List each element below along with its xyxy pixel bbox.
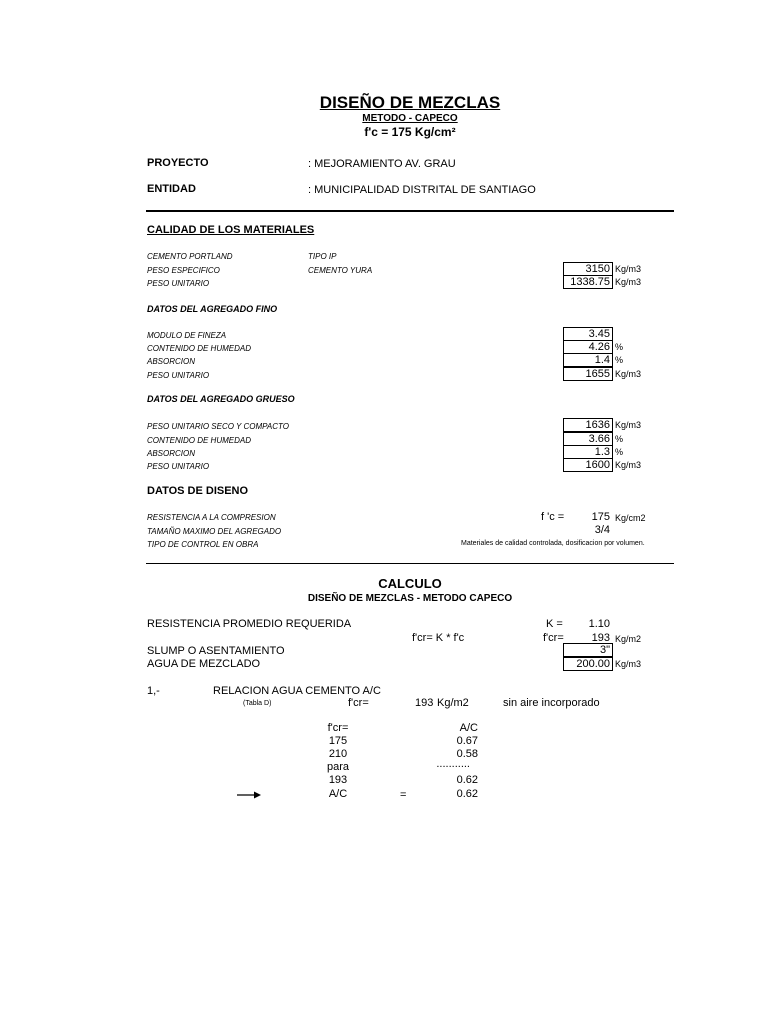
interp-fcr-cell: para (326, 761, 350, 773)
interp-fcr-cell: 175 (328, 735, 348, 747)
tamano-value: 3/4 (594, 524, 610, 536)
calculo-subtitle: DISEÑO DE MEZCLAS - METODO CAPECO (307, 593, 513, 604)
grueso-row-value: 1600 (563, 458, 613, 472)
entidad-label: ENTIDAD (147, 183, 196, 195)
interp-header-fcr: f'cr= (327, 722, 349, 734)
proyecto-value: : MEJORAMIENTO AV. GRAU (308, 158, 456, 170)
grueso-row-label: PESO UNITARIO SECO Y COMPACTO (147, 422, 289, 431)
grueso-row-unit: % (615, 447, 624, 457)
cemento-marca: CEMENTO YURA (308, 266, 373, 275)
method-subtitle: METODO - CAPECO (362, 113, 458, 124)
control-label: TIPO DE CONTROL EN OBRA (147, 540, 259, 549)
fino-row-value: 1.4 (563, 353, 613, 367)
calculo-title: CALCULO (378, 576, 442, 591)
fc-heading: f'c = 175 Kg/cm² (364, 125, 456, 139)
k-value: 1.10 (588, 618, 610, 630)
peso-unitario-value: 1338.75 (563, 275, 613, 289)
interp-header-ac: A/C (459, 722, 478, 734)
fino-row-unit: % (615, 355, 624, 365)
fino-row-unit: Kg/m3 (615, 369, 642, 379)
grueso-title: DATOS DEL AGREGADO GRUESO (147, 394, 295, 404)
peso-unitario-unit: Kg/m3 (615, 277, 642, 287)
fino-title: DATOS DEL AGREGADO FINO (147, 304, 278, 314)
fino-row-unit: % (615, 342, 624, 352)
resistencia-promedio-label: RESISTENCIA PROMEDIO REQUERIDA (147, 618, 352, 630)
fino-row-value: 4.26 (563, 340, 613, 354)
step-title: RELACION AGUA CEMENTO A/C (213, 685, 381, 697)
grueso-row-unit: Kg/m3 (615, 420, 642, 430)
fc-label: f 'c = (541, 511, 565, 523)
materials-section-title: CALIDAD DE LOS MATERIALES (147, 224, 315, 236)
entidad-value: : MUNICIPALIDAD DISTRITAL DE SANTIAGO (308, 184, 536, 196)
peso-especifico-unit: Kg/m3 (615, 264, 642, 274)
grueso-row-label: PESO UNITARIO (147, 462, 210, 471)
interp-ac-cell: 0.67 (456, 735, 478, 747)
interp-ac-cell: 0.58 (456, 748, 478, 760)
control-value: Materiales de calidad controlada, dosificacion por volumen. (461, 540, 645, 547)
diseno-title: DATOS DE DISENO (147, 485, 249, 497)
interp-ac-cell: ........... (436, 758, 470, 770)
agua-unit: Kg/m3 (615, 659, 642, 669)
fino-row-value: 3.45 (563, 327, 613, 341)
grueso-row-label: CONTENIDO DE HUMEDAD (147, 436, 252, 445)
fino-row-label: CONTENIDO DE HUMEDAD (147, 344, 252, 353)
peso-unitario-label: PESO UNITARIO (147, 279, 210, 288)
fcr-label: f'cr= (543, 632, 564, 644)
divider-top (146, 210, 674, 212)
agua-value: 200.00 (563, 657, 613, 671)
fcr-unit: Kg/m2 (615, 634, 642, 644)
resistencia-label: RESISTENCIA A LA COMPRESION (147, 513, 276, 522)
fc-value: 175 (591, 511, 610, 523)
grueso-row-unit: % (615, 434, 624, 444)
peso-especifico-label: PESO ESPECIFICO (147, 266, 220, 275)
tabla-ref: (Tabla D) (243, 700, 272, 707)
fcr-value: 193 (591, 632, 610, 644)
step-number: 1,- (147, 685, 160, 697)
k-label: K = (546, 618, 563, 630)
arrow-right-icon (237, 788, 261, 806)
tamano-label: TAMAÑO MAXIMO DEL AGREGADO (147, 527, 282, 536)
grueso-row-unit: Kg/m3 (615, 460, 642, 470)
grueso-row-value: 1636 (563, 418, 613, 432)
divider-bottom (146, 563, 674, 564)
step-fcr-unit: Kg/m2 (437, 697, 469, 709)
result-label: A/C (328, 788, 348, 800)
result-equals: = (400, 789, 407, 801)
cemento-label: CEMENTO PORTLAND (147, 252, 233, 261)
fino-row-label: MODULO DE FINEZA (147, 331, 227, 340)
fc-unit: Kg/cm2 (615, 513, 646, 523)
peso-especifico-value: 3150 (563, 262, 613, 276)
step-fcr-label: f'cr= (348, 697, 369, 709)
slump-label: SLUMP O ASENTAMIENTO (147, 645, 285, 657)
page-title: DISEÑO DE MEZCLAS (319, 93, 501, 112)
fino-row-label: ABSORCION (147, 357, 196, 366)
result-value: 0.62 (456, 788, 478, 800)
aire-note: sin aire incorporado (503, 697, 600, 709)
cemento-tipo: TIPO IP (308, 252, 337, 261)
proyecto-label: PROYECTO (147, 157, 209, 169)
grueso-row-value: 1.3 (563, 445, 613, 459)
agua-label: AGUA DE MEZCLADO (147, 658, 261, 670)
step-fcr-value: 193 (415, 697, 434, 709)
fino-row-label: PESO UNITARIO (147, 371, 210, 380)
grueso-row-label: ABSORCION (147, 449, 196, 458)
fino-row-value: 1655 (563, 367, 613, 381)
grueso-row-value: 3.66 (563, 432, 613, 446)
fcr-formula: f'cr= K * f'c (412, 632, 465, 644)
interp-fcr-cell: 210 (328, 748, 348, 760)
interp-fcr-cell: 193 (328, 774, 348, 786)
interp-ac-cell: 0.62 (456, 774, 478, 786)
slump-value: 3" (563, 643, 613, 657)
